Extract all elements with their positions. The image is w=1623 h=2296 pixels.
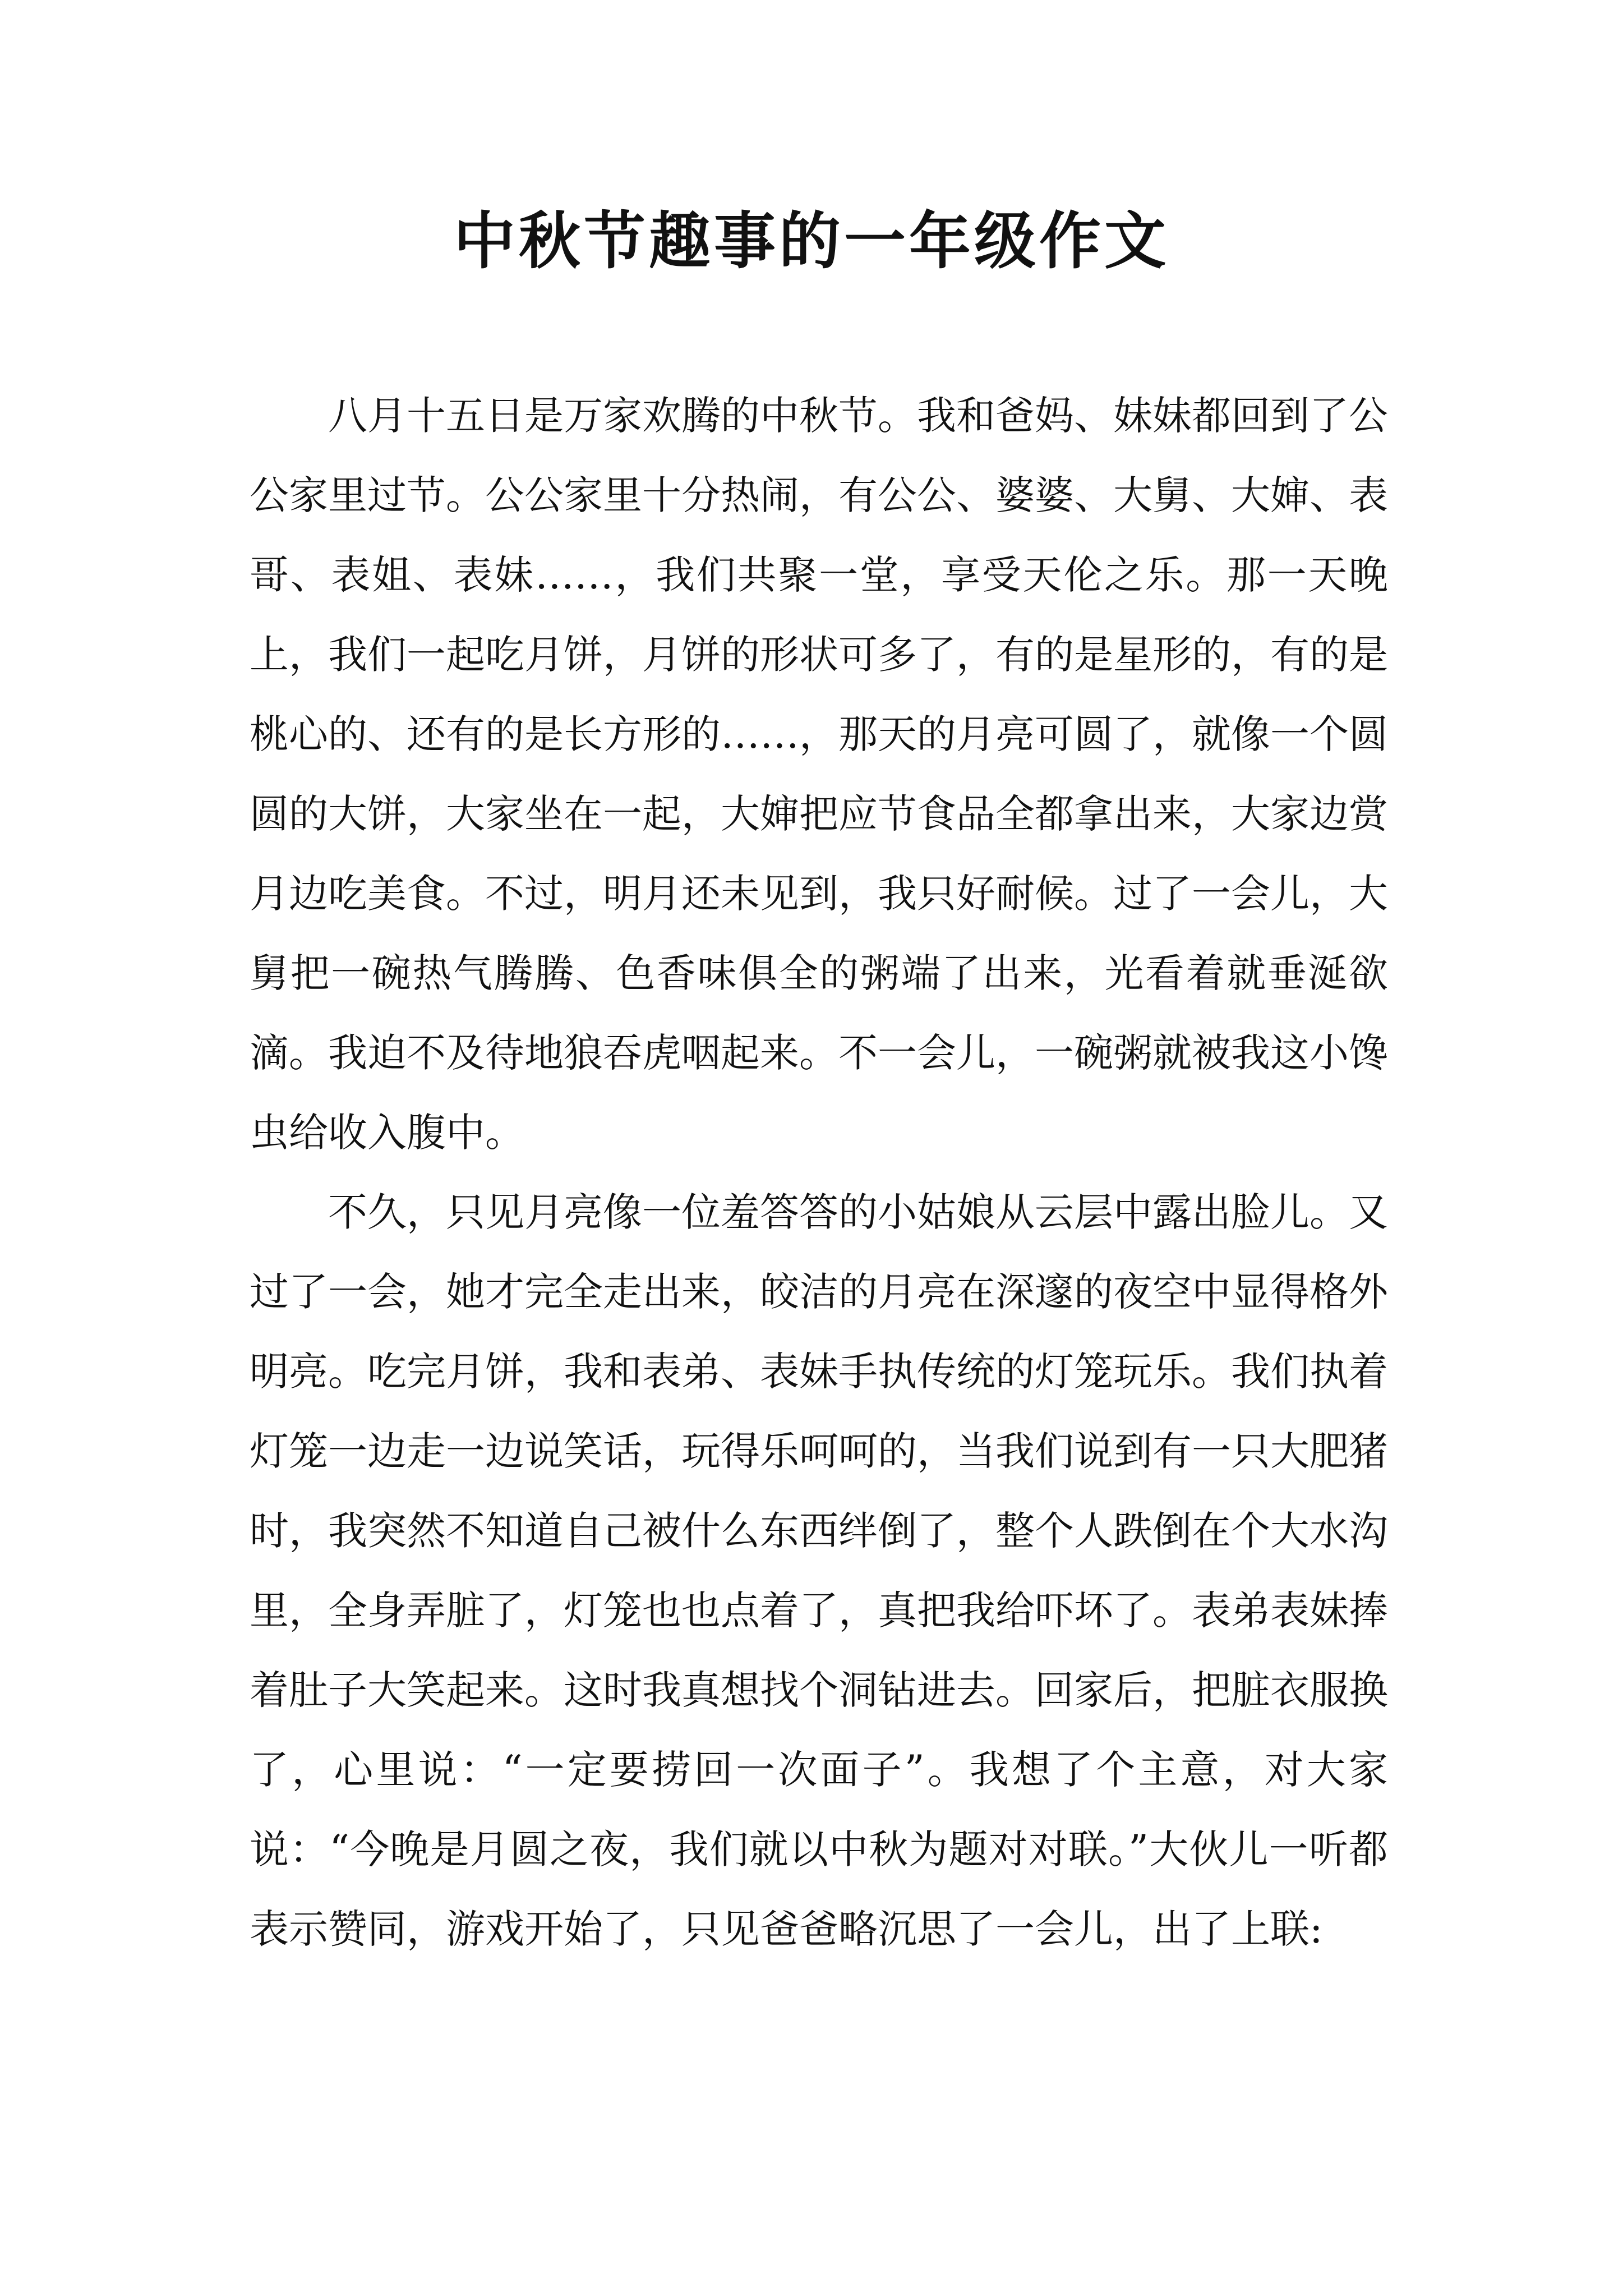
- paragraph-1: 八月十五日是万家欢腾的中秋节。我和爸妈、妹妹都回到了公公家里过节。公公家里十分热闹，有公公、婆婆、大舅、大婶、表哥、表姐、表妹……，我们共聚一堂，享受天伦之乐。那一天晚上，我们一起吃月饼，月饼的形状可多了，有的是星形的，有的是桃心的、还有的是长方形的……，那天的月亮可圆了，就像一个圆圆的大饼，大家坐在一起，大婶把应节食品全都拿出来，大家边赏月边吃美食。不过，明月还未见到，我只好耐候。过了一会儿，大舅把一碗热气腾腾、色香味俱全的粥端了出来，光看着就垂涎欲滴。我迫不及待地狼吞虎咽起来。不一会儿，一碗粥就被我这小馋虫给收入腹中。: [250, 393, 1388, 1156]
- document-title: 中秋节趣事的一年级作文: [454, 205, 1169, 277]
- document-body: [250, 376, 1388, 1969]
- paragraph-2: 不久，只见月亮像一位羞答答的小姑娘从云层中露出脸儿。又过了一会，她才完全走出来，皎洁的月亮在深邃的夜空中显得格外明亮。吃完月饼，我和表弟、表妹手执传统的灯笼玩乐。我们执着灯笼一边走一边说笑话，玩得乐呵呵的，当我们说到有一只大肥猪时，我突然不知道自己被什么东西绊倒了，整个人跌倒在个大水沟里，全身弄脏了，灯笼也也点着了，真把我给吓坏了。表弟表妹捧着肚子大笑起来。这时我真想找个洞钻进去。回家后，把脏衣服换了，心里说：“一定要捞回一次面子”。我想了个主意，对大家说：“今晚是月圆之夜，我们就以中秋为题对对联。”大伙儿一听都表示赞同，游戏开始了，只见爸爸略沉思了一会儿，出了上联:: [250, 1189, 1388, 1952]
